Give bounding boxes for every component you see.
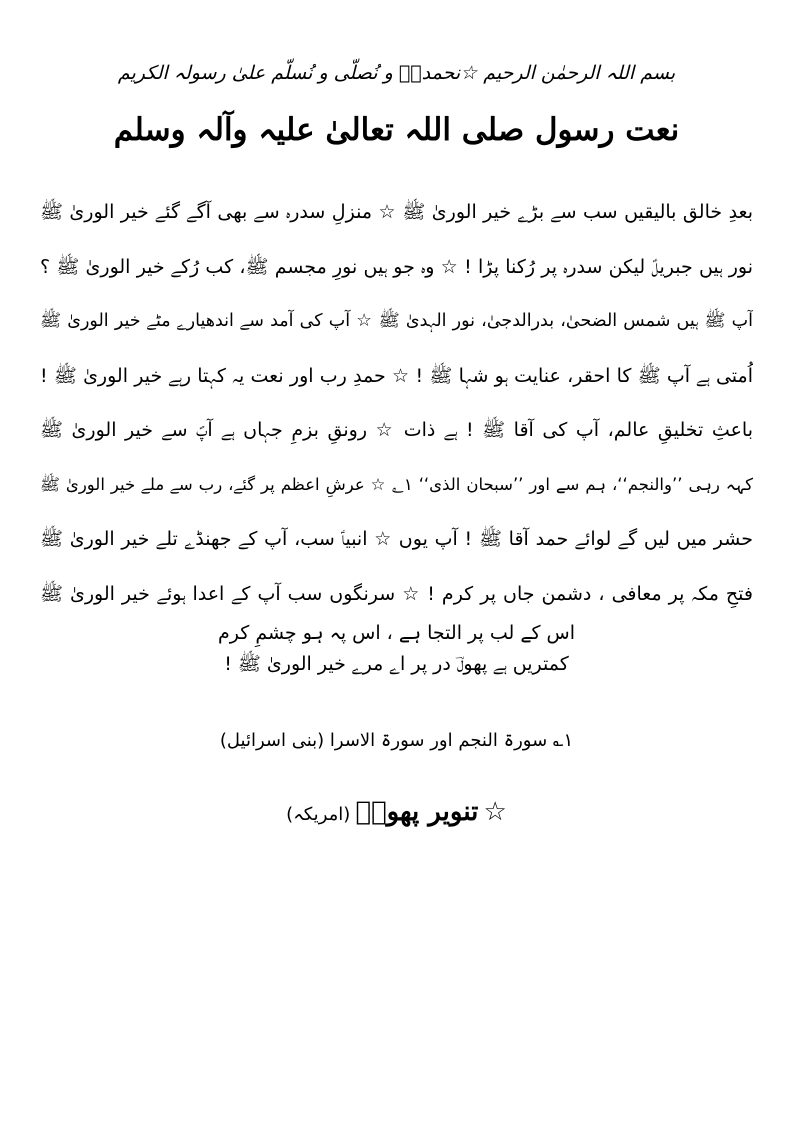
footnote: ١؎ سورۃ النجم اور سورۃ الاسرا (بنی اسرائیل) [219,730,574,751]
verse-line: آپ ﷺ ہیں شمس الضحیٰ، بدرالدجیٰ، نور الہدیٰ ﷺ ☆ آپ کی آمد سے اندھیارے مٹے خیر الوریٰ ﷺ [40,311,753,331]
closing-couplet [100,618,693,680]
verse-line: بعدِ خالق بالیقیں سب سے بڑے خیر الوریٰ ﷺ ☆ منزلِ سدرہ سے بھی آگے گئے خیر الوریٰ ﷺ [40,201,753,223]
page-title: نعت رسول صلی اللہ تعالیٰ علیہ وآلہ وسلم [113,112,680,148]
verse-line: کہہ رہی ’’والنجم‘‘، ہم سے اور ’’سبحان الذی‘‘ ١؎ ☆ عرشِ اعظم پر گئے، رب سے ملے خیر الوریٰ ﷺ [40,474,753,494]
poet-signature [150,792,643,835]
verse-line: حشر میں لیں گے لوائے حمد آقا ﷺ ! آپ یوں ☆ انبیاؑ سب، آپ کے جھنڈے تلے خیر الوریٰ ﷺ [40,528,753,550]
verse-line: نور ہیں جبریلؑ لیکن سدرہ پر رُکنا پڑا ! ☆ وہ جو ہیں نورِ مجسم ﷺ، کب رُکے خیر الوریٰ ﷺ ؟ [40,255,753,278]
poet-location: (امریکہ) [286,804,351,825]
naat-verses [40,192,753,628]
closing-line: کمتریں ہے پھولؔ در پر اے مرے خیر الوریٰ ﷺ ! [224,653,569,675]
verse-line: باعثِ تخلیقِ عالم، آپ کی آقا ﷺ ! ہے ذات ☆ رونقِ بزمِ جہاں ہے آپؐ سے خیر الوریٰ ﷺ [40,419,753,441]
poet-name: تنویر پھولؔ [355,797,479,827]
closing-line: اس کے لب پر التجا ہے ، اس پہ ہو چشمِ کرم [217,622,576,644]
bismillah-line: بسم اللہ الرحمٰن الرحیم ☆نحمدہٗ و نُصلّی و نُسلّم علیٰ رسولہ الکریم [117,62,676,84]
star-icon: ☆ [483,797,507,827]
verse-line: فتحِ مکہ پر معافی ، دشمن جاں پر کرم ! ☆ سرنگوں سب آپ کے اعدا ہوئے خیر الوریٰ ﷺ [40,582,753,605]
verse-line: اُمتی ہے آپ ﷺ کا احقر، عنایت ہو شہا ﷺ ! ☆ حمدِ رب اور نعت یہ کہتا رہے خیر الوریٰ ﷺ ! [40,364,753,387]
